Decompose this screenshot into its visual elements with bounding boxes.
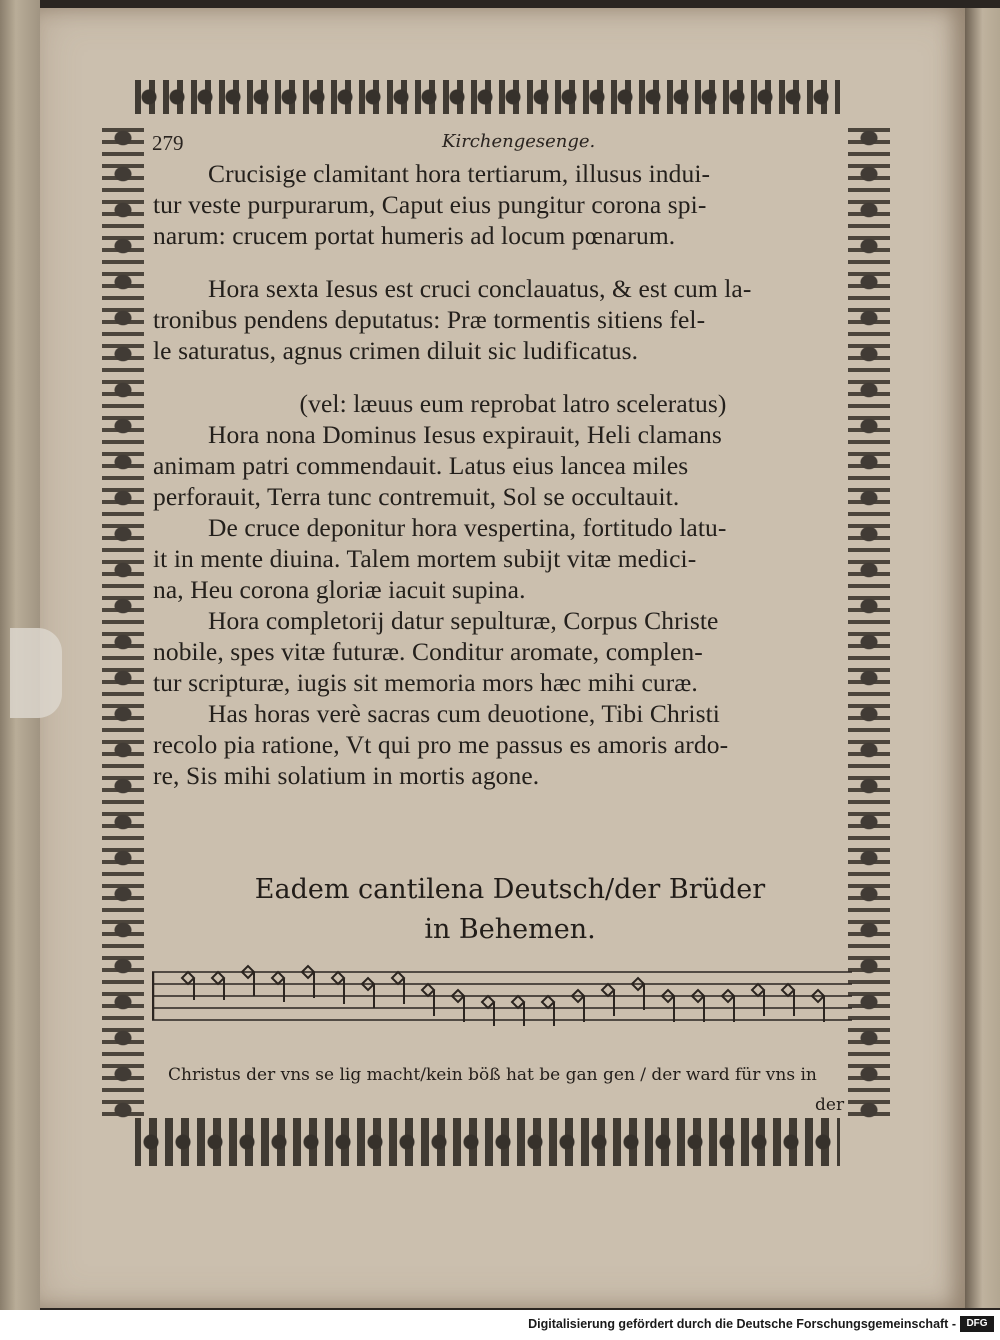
text-line: nobile, spes vitæ futuræ. Conditur aromate, complen-	[153, 637, 703, 666]
text-line: tronibus pendens deputatus: Præ tormentis sitiens fel-	[153, 305, 706, 334]
text-line: narum: crucem portat humeris ad locum pœnarum.	[153, 221, 676, 250]
text-line: le saturatus, agnus crimen diluit sic ludificatus.	[153, 336, 639, 365]
song-title	[150, 870, 870, 950]
dfg-logo: DFG	[960, 1316, 994, 1332]
text-line: Has horas verè sacras cum deuotione, Tibi Christi	[208, 699, 720, 728]
text-line: Hora completorij datur sepulturæ, Corpus Christe	[208, 606, 719, 635]
text-line: tur scripturæ, iugis sit memoria mors hæc mihi curæ.	[153, 668, 698, 697]
text-line: (vel: læuus eum reprobat latro sceleratus)	[299, 389, 727, 418]
top-ornament-border	[135, 80, 840, 114]
text-line: tur veste purpurarum, Caput eius pungitur corona spi-	[153, 190, 707, 219]
text-line: it in mente diuina. Talem mortem subijt vitæ medici-	[153, 544, 697, 573]
page-header	[152, 131, 852, 161]
song-title-line2: in Behemen.	[424, 914, 596, 945]
song-title-line1: Eadem cantilena Deutsch/der Brüder	[254, 874, 766, 905]
left-ornament-border	[102, 120, 144, 1120]
facing-page-edge	[965, 8, 1000, 1308]
song-lyrics: Christus der vns se lig macht/kein böß hat be gan gen / der ward für vns in	[168, 1065, 817, 1085]
page-number: 279	[152, 131, 184, 155]
catchword: der	[815, 1095, 845, 1115]
text-line: animam patri commendauit. Latus eius lancea miles	[153, 451, 689, 480]
page-holder-tab	[10, 628, 62, 718]
footer-bar	[0, 1310, 1000, 1340]
music-staff	[152, 960, 852, 1040]
text-line: Hora nona Dominus Iesus expirauit, Heli clamans	[208, 420, 722, 449]
text-line: na, Heu corona gloriæ iacuit supina.	[153, 575, 526, 604]
hymn-text	[153, 158, 853, 791]
text-line: Hora sexta Iesus est cruci conclauatus, & est cum la-	[208, 274, 752, 303]
running-head: Kirchengesenge.	[442, 131, 596, 152]
text-line: recolo pia ratione, Vt qui pro me passus es amoris ardo-	[153, 730, 729, 759]
text-line: perforauit, Terra tunc contremuit, Sol se occultauit.	[153, 482, 680, 511]
right-ornament-border	[848, 120, 890, 1120]
footer-credit: Digitalisierung gefördert durch die Deutsche Forschungsgemeinschaft -	[528, 1317, 956, 1331]
text-line: De cruce deponitur hora vespertina, fortitudo latu-	[208, 513, 727, 542]
text-line: re, Sis mihi solatium in mortis agone.	[153, 761, 540, 790]
text-line: Crucisige clamitant hora tertiarum, illusus indui-	[208, 159, 711, 188]
bottom-ornament-border	[135, 1118, 840, 1166]
